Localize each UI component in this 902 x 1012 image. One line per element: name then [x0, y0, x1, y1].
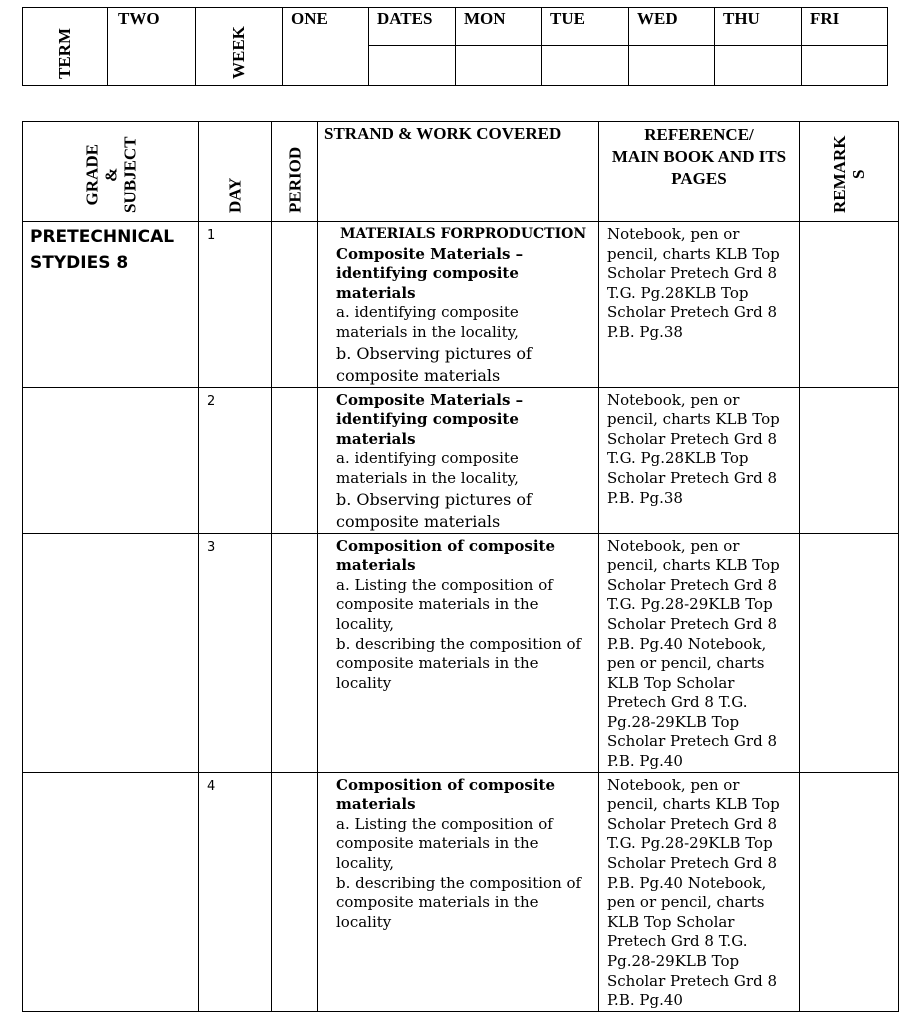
period-cell	[272, 222, 318, 388]
day-header-tue: TUE	[542, 8, 629, 46]
subject-line: PRETECHNICAL	[30, 227, 175, 247]
period-header	[272, 122, 318, 222]
table-row	[23, 533, 899, 772]
dates-label: DATES	[369, 8, 456, 46]
work-covered-cell	[318, 533, 599, 772]
day-header-mon: MON	[456, 8, 542, 46]
work-heading: Composite Materials – identifying composite materials	[336, 390, 524, 448]
remarks-cell	[800, 387, 899, 533]
work-item-a: a. identifying composite materials in the locality,	[336, 303, 519, 341]
day-number: 1	[199, 222, 272, 388]
period-cell	[272, 772, 318, 1011]
work-heading: Composite Materials – identifying composite materials	[336, 244, 524, 302]
period-cell	[272, 387, 318, 533]
date-cell-fri	[802, 46, 888, 86]
date-cell-tue	[542, 46, 629, 86]
strand-title: MATERIALS FORPRODUCTION	[340, 226, 587, 242]
day-header-wed: WED	[629, 8, 715, 46]
strand-header: STRAND & WORK COVERED	[318, 122, 599, 222]
grade-subject-label: GRADE & SUBJECT	[82, 136, 139, 213]
table-row	[23, 222, 899, 388]
work-item-b: b. Observing pictures of composite materials	[336, 489, 532, 531]
work-item-b: b. describing the composition of composite materials in the locality	[336, 873, 582, 931]
term-label: TERM	[55, 28, 74, 79]
week-label-cell	[196, 8, 283, 86]
subject-cell	[23, 772, 199, 1011]
work-item-b: b. describing the composition of composite materials in the locality	[336, 634, 582, 692]
work-item-a: a. Listing the composition of composite materials in the locality,	[336, 575, 553, 633]
day-header-fri: FRI	[802, 8, 888, 46]
date-cell-wed	[629, 46, 715, 86]
table-row	[23, 772, 899, 1011]
reference-cell: Notebook, pen or pencil, charts KLB Top Scholar Pretech Grd 8 T.G. Pg.28KLB Top Scholar Pretech Grd 8 P.B. Pg.38	[599, 387, 800, 533]
date-cell-thu	[715, 46, 802, 86]
work-covered-cell	[318, 222, 599, 388]
remarks-cell	[800, 772, 899, 1011]
work-heading: Composition of composite materials	[336, 536, 556, 575]
reference-cell: Notebook, pen or pencil, charts KLB Top Scholar Pretech Grd 8 T.G. Pg.28-29KLB Top Scholar Pretech Grd 8 P.B. Pg.40 Notebook, pen or pencil, charts KLB Top Scholar Pretech Grd 8 T.G. Pg.28-29KLB Top Scholar Pretech Grd 8 P.B. Pg.40	[599, 533, 800, 772]
day-label: DAY	[225, 177, 245, 213]
reference-cell: Notebook, pen or pencil, charts KLB Top Scholar Pretech Grd 8 T.G. Pg.28KLB Top Scholar Pretech Grd 8 P.B. Pg.38	[599, 222, 800, 388]
day-header-thu: THU	[715, 8, 802, 46]
remarks-header	[800, 122, 899, 222]
subject-cell	[23, 533, 199, 772]
remarks-cell	[800, 222, 899, 388]
reference-header: REFERENCE/ MAIN BOOK AND ITS PAGES	[599, 122, 800, 222]
remarks-cell	[800, 533, 899, 772]
day-number: 4	[199, 772, 272, 1011]
week-label: WEEK	[229, 26, 248, 79]
term-label-cell	[23, 8, 108, 86]
scheme-of-work-table	[22, 121, 899, 1012]
reference-cell: Notebook, pen or pencil, charts KLB Top Scholar Pretech Grd 8 T.G. Pg.28-29KLB Top Scholar Pretech Grd 8 P.B. Pg.40 Notebook, pen or pencil, charts KLB Top Scholar Pretech Grd 8 T.G. Pg.28-29KLB Top Scholar Pretech Grd 8 P.B. Pg.40	[599, 772, 800, 1011]
work-covered-cell	[318, 387, 599, 533]
day-number: 2	[199, 387, 272, 533]
work-item-a: a. Listing the composition of composite materials in the locality,	[336, 814, 553, 873]
day-header	[199, 122, 272, 222]
work-heading: Composition of composite materials	[336, 775, 556, 814]
work-covered-cell	[318, 772, 599, 1011]
term-week-table	[22, 7, 888, 86]
subject-cell	[23, 222, 199, 388]
work-item-a: a. identifying composite materials in the locality,	[336, 449, 519, 487]
dates-cell	[369, 46, 456, 86]
day-number: 3	[199, 533, 272, 772]
term-value: TWO	[108, 8, 196, 86]
subject-cell	[23, 387, 199, 533]
week-value: ONE	[283, 8, 369, 86]
grade-subject-header	[23, 122, 199, 222]
period-label: PERIOD	[285, 146, 304, 213]
work-item-b: b. Observing pictures of composite materials	[336, 343, 532, 385]
remarks-label: REMARK S	[830, 135, 868, 213]
table-row	[23, 387, 899, 533]
subject-line: STYDIES 8	[30, 253, 129, 273]
period-cell	[272, 533, 318, 772]
date-cell-mon	[456, 46, 542, 86]
